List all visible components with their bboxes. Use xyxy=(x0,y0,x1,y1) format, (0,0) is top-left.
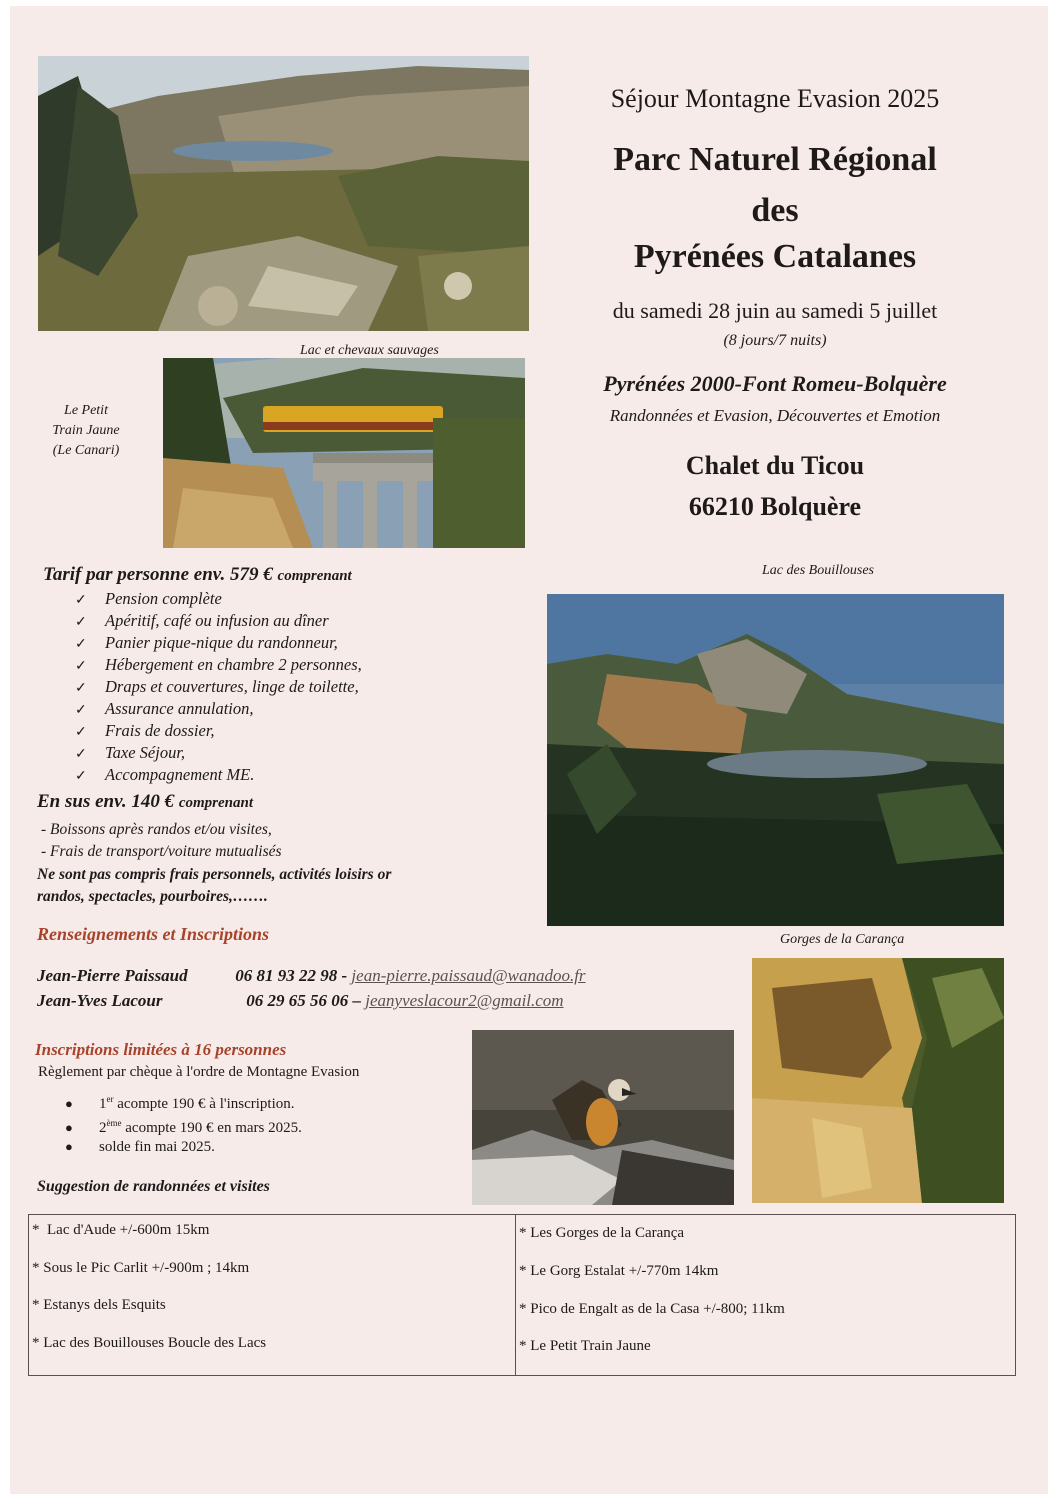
not-included xyxy=(37,864,391,908)
tarif-included-list xyxy=(75,588,362,786)
photo-lac-bouillouses xyxy=(547,594,1004,926)
contact-phone: 06 81 93 22 98 - xyxy=(235,966,348,985)
cell-text: Lac des Bouillouses Boucle des Lacs xyxy=(43,1335,267,1351)
contact-email-link[interactable]: jeanyveslacour2@gmail.com xyxy=(365,991,564,1010)
list-item xyxy=(65,1087,302,1111)
asterisk-icon: * xyxy=(519,1338,527,1354)
list-item-text: Apéritif, café ou infusion au dîner xyxy=(105,611,329,630)
photo-vulture xyxy=(472,1030,734,1205)
table-cell xyxy=(519,1301,785,1318)
table-cell xyxy=(519,1338,651,1355)
cell-text: Estanys dels Esquits xyxy=(43,1297,166,1313)
caption-train-line-2: Train Jaune xyxy=(52,423,120,438)
check-icon: ✓ xyxy=(75,769,87,784)
table-cell xyxy=(32,1335,266,1352)
payment-sup: er xyxy=(106,1094,114,1104)
check-icon: ✓ xyxy=(75,703,87,718)
photo-lake-horses xyxy=(38,56,529,331)
list-item xyxy=(75,588,362,610)
contacts-heading: Renseignements et Inscriptions xyxy=(37,924,270,944)
cell-text: Lac d'Aude +/-600m 15km xyxy=(47,1222,210,1238)
list-item-text: Hébergement en chambre 2 personnes, xyxy=(105,655,362,674)
payment-sup: ème xyxy=(106,1118,122,1128)
contact-name: Jean-Pierre Paissaud xyxy=(37,966,188,985)
photo-yellow-train xyxy=(163,358,525,548)
suggestions-table xyxy=(28,1214,1016,1376)
table-cell xyxy=(32,1222,209,1239)
not-included-line-1: Ne sont pas compris frais personnels, activités loisirs or xyxy=(37,866,392,883)
sejour-title: Séjour Montagne Evasion 2025 xyxy=(610,84,940,113)
table-cell xyxy=(32,1260,249,1277)
list-item-text: Panier pique-nique du randonneur, xyxy=(105,633,338,652)
list-item-text: Taxe Séjour, xyxy=(105,743,186,762)
caption-lake-horses: Lac et chevaux sauvages xyxy=(300,343,439,358)
extra-heading-suffix: comprenant xyxy=(178,795,254,811)
stay-dates: du samedi 28 juin au samedi 5 juillet xyxy=(612,298,938,323)
caption-train xyxy=(28,401,144,461)
payment-text: acompte 190 € à l'inscription. xyxy=(113,1096,295,1112)
list-item xyxy=(75,764,362,786)
asterisk-icon: * xyxy=(32,1335,40,1351)
photo-gorges-caranca xyxy=(752,958,1004,1203)
list-item xyxy=(75,698,362,720)
tarif-heading-text: Tarif par personne env. 579 € xyxy=(43,564,273,585)
table-cell xyxy=(519,1225,684,1242)
caption-bouillouses: Lac des Bouillouses xyxy=(762,563,874,578)
extra-item: - Frais de transport/voiture mutualisés xyxy=(41,843,282,860)
list-item xyxy=(75,654,362,676)
list-item xyxy=(75,676,362,698)
list-item xyxy=(65,1111,302,1135)
list-item xyxy=(65,1135,302,1159)
list-item-text: Frais de dossier, xyxy=(105,721,215,740)
check-icon: ✓ xyxy=(75,615,87,630)
contact-row-1 xyxy=(37,966,586,986)
list-item-text: Pension complète xyxy=(105,589,222,608)
suggestions-heading: Suggestion de randonnées et visites xyxy=(37,1178,270,1195)
park-title-line-3: Pyrénées Catalanes xyxy=(633,238,917,275)
tarif-heading-suffix: comprenant xyxy=(277,568,352,584)
asterisk-icon: * xyxy=(519,1301,527,1317)
park-title-line-1: Parc Naturel Régional xyxy=(613,141,937,178)
bullet-icon: ● xyxy=(65,1139,73,1154)
bullet-icon: ● xyxy=(65,1120,73,1135)
payment-list xyxy=(65,1087,302,1159)
cell-text: Pico de Engalt as de la Casa +/-800; 11km xyxy=(530,1301,785,1317)
caption-caranca: Gorges de la Carança xyxy=(780,932,905,947)
table-column-divider xyxy=(515,1215,516,1375)
list-item-text: Draps et couvertures, linge de toilette, xyxy=(105,677,359,696)
location: Pyrénées 2000-Font Romeu-Bolquère xyxy=(603,371,947,396)
asterisk-icon: * xyxy=(519,1263,527,1279)
list-item xyxy=(75,742,362,764)
flyer-page xyxy=(10,6,1048,1494)
check-icon: ✓ xyxy=(75,681,87,696)
cell-text: Les Gorges de la Carança xyxy=(530,1225,685,1241)
park-title-line-2: des xyxy=(751,192,799,229)
asterisk-icon: * xyxy=(32,1297,40,1313)
table-cell xyxy=(519,1263,718,1280)
extra-heading xyxy=(37,791,253,813)
contact-row-2 xyxy=(37,991,564,1011)
list-item-text: Assurance annulation, xyxy=(105,699,254,718)
contact-name: Jean-Yves Lacour xyxy=(37,991,163,1010)
cell-text: Le Gorg Estalat +/-770m 14km xyxy=(530,1263,719,1279)
inscriptions-heading: Inscriptions limitées à 16 personnes xyxy=(35,1040,287,1059)
extra-list xyxy=(41,819,282,863)
tarif-heading xyxy=(43,564,352,586)
reglement: Règlement par chèque à l'ordre de Montagne Evasion xyxy=(38,1064,360,1080)
check-icon: ✓ xyxy=(75,637,87,652)
payment-text: acompte 190 € en mars 2025. xyxy=(121,1120,302,1136)
check-icon: ✓ xyxy=(75,747,87,762)
venue-name: Chalet du Ticou xyxy=(685,451,865,480)
extra-heading-text: En sus env. 140 € xyxy=(37,791,175,812)
payment-num: 1 xyxy=(99,1096,107,1112)
contact-phone: 06 29 65 56 06 – xyxy=(246,991,361,1010)
not-included-line-2: randos, spectacles, pourboires,……. xyxy=(37,888,268,905)
caption-train-line-3: (Le Canari) xyxy=(52,443,120,458)
cell-text: Le Petit Train Jaune xyxy=(530,1338,651,1354)
asterisk-icon: * xyxy=(519,1225,527,1241)
list-item xyxy=(75,632,362,654)
bullet-icon: ● xyxy=(65,1096,73,1111)
caption-train-line-1: Le Petit xyxy=(64,403,108,418)
payment-text: solde fin mai 2025. xyxy=(99,1139,215,1155)
payment-num: 2 xyxy=(99,1120,107,1136)
check-icon: ✓ xyxy=(75,659,87,674)
list-item xyxy=(75,610,362,632)
table-cell xyxy=(32,1297,166,1314)
asterisk-icon: * xyxy=(32,1222,40,1238)
stay-duration: (8 jours/7 nuits) xyxy=(723,332,827,349)
asterisk-icon: * xyxy=(32,1260,40,1276)
extra-item: - Boissons après randos et/ou visites, xyxy=(41,821,272,838)
tagline: Randonnées et Evasion, Découvertes et Emotion xyxy=(609,406,941,425)
venue-city: 66210 Bolquère xyxy=(688,492,862,521)
list-item-text: Accompagnement ME. xyxy=(105,765,255,784)
check-icon: ✓ xyxy=(75,725,87,740)
list-item xyxy=(75,720,362,742)
cell-text: Sous le Pic Carlit +/-900m ; 14km xyxy=(43,1260,250,1276)
contact-email-link[interactable]: jean-pierre.paissaud@wanadoo.fr xyxy=(351,966,586,985)
check-icon: ✓ xyxy=(75,593,87,608)
